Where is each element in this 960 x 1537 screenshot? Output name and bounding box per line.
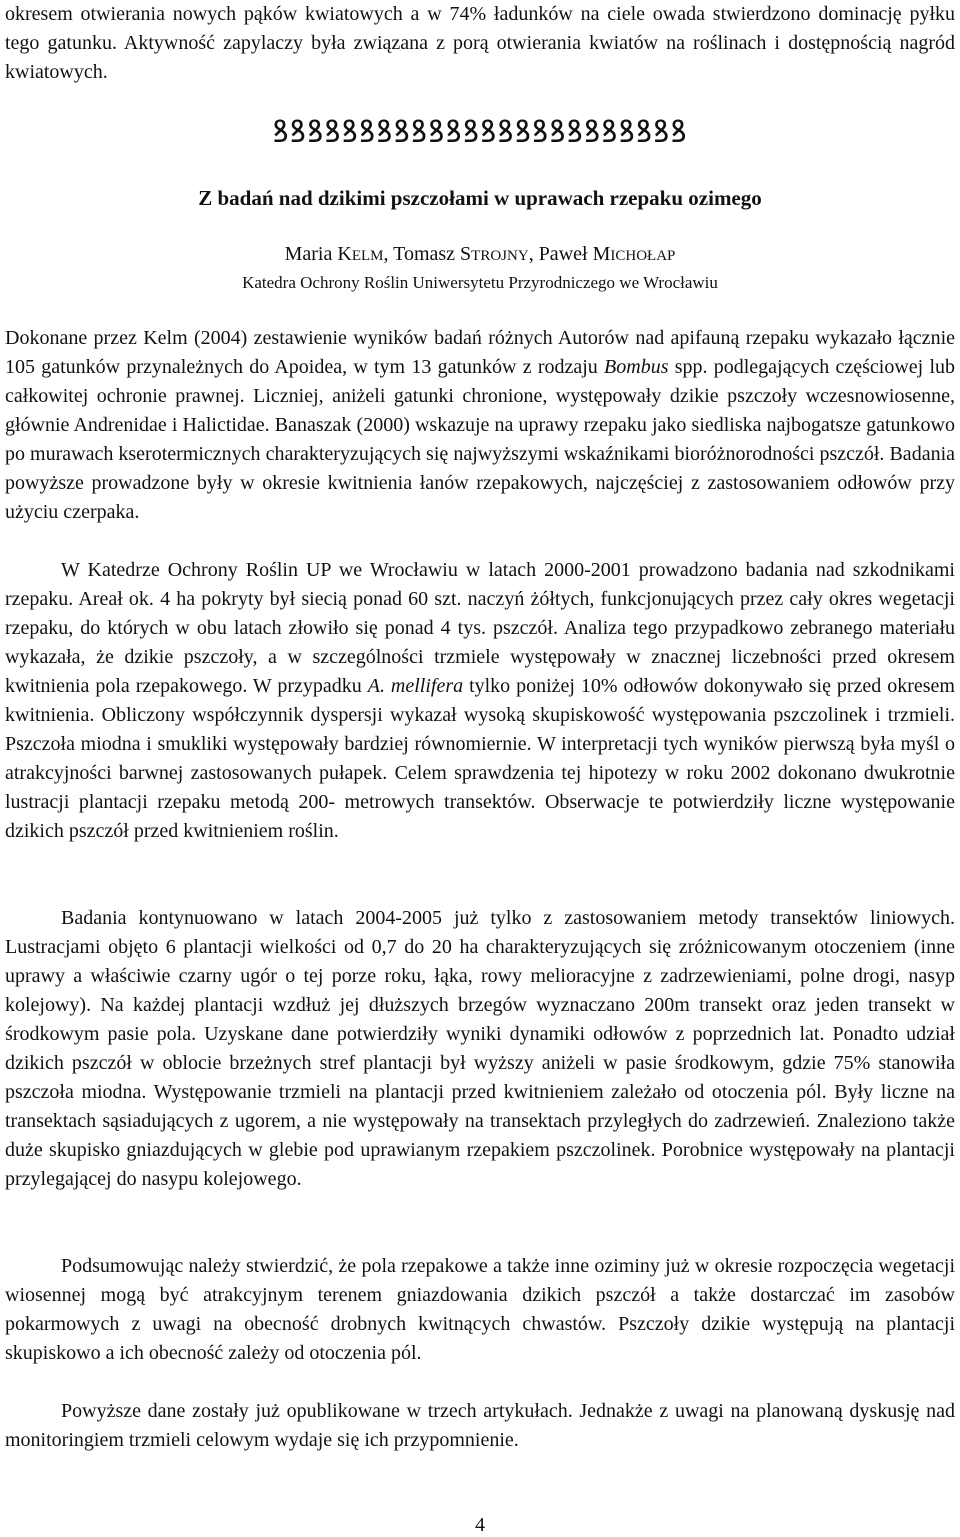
author-last-initial: K	[337, 243, 352, 265]
author-first-name: Maria	[284, 243, 338, 265]
paragraph-4: Podsumowując należy stwierdzić, że pola rzepakowe a także inne oziminy już w okresie rozpoczęcia wegetacji wiosennej mogą być atrakcyjnym terenem gniazdowania dzikich pszczół a także dostarczać im zasobów pokarmowych z uwagi na obecność drobnych kwitnących chwastów. Pszczoły dzikie występują na plantacji skupiskowo a ich obecność zależy od otoczenia pól.	[5, 1255, 955, 1364]
author-last-initial: M	[592, 243, 611, 265]
article-title: Z badań nad dzikimi pszczołami w uprawach rzepaku ozimego	[198, 186, 762, 210]
author-last-rest: TROJNY	[471, 248, 529, 264]
paragraph-2	[5, 556, 955, 846]
author-first-name: Tomasz	[393, 243, 461, 265]
affiliation: Katedra Ochrony Roślin Uniwersytetu Przyrodniczego we Wrocławiu	[242, 273, 718, 292]
author-separator: ,	[383, 243, 394, 265]
paragraph-3: Badania kontynuowano w latach 2004-2005 już tylko z zastosowaniem metody transektów liniowych. Lustracjami objęto 6 plantacji wielkości od 0,7 do 20 ha charakteryzujących się zróżnicowanym otoczeniem (inne uprawy a właściwie czarny ugór o tej porze roku, łąka, rowy melioracyjne z zadrzewieniami, polne drogi, nasyp kolejowy). Na każdej plantacji wzdłuż jej dłuższych brzegów wyznaczano 200m transekt oraz jeden transekt w środkowym pasie pola. Uzyskane dane potwierdziły wyniki dynamiki odłowów z poprzednich lat. Ponadto udział dzikich pszczół w oblocie brzeżnych stref plantacji był wyższy aniżeli w pasie środkowym, gdzie 75% stanowiła pszczoła miodna. Występowanie trzmieli na plantacji przed kwitnieniem zależało od otoczenia pól. Były liczne na transektach sąsiadujących z ugorem, a nie występowały na transektach przyległych do zadrzewień. Znaleziono także duże skupisko gniazdujących w glebie pod uprawianym rzepakiem pszczolinek. Porobnice występowały na plantacji przylegającej do nasypu kolejowego.	[5, 907, 955, 1190]
genus-name: Bombus	[604, 356, 669, 378]
author-separator: ,	[528, 243, 539, 265]
paragraph-1-text-b: spp. podlegających częściowej lub całkowitej ochronie prawnej. Liczniej, aniżeli gatunki chronione, występowały dzikie pszczoły wczesnowiosenne, głównie Andrenidae i Halictidae. Banaszak (2000) wskazuje na uprawy rzepaku jako siedliska najbogatsze gatunkowo po murawach kserotermicznych charakteryzujących się najwyższymi wskaźnikami bioróżnorodności pszczół. Badania powyższe prowadzone były w okresie kwitnienia łanów rzepakowych, najczęściej z zastosowaniem odłowów przy użyciu czerpaka.	[5, 356, 955, 523]
paragraph-2-text-b: tylko poniżej 10% odłowów dokonywało się przed okresem kwitnienia. Obliczony współczynnik dyspersji wykazał wysoką skupiskowość występowania pszczolinek i trzmieli. Pszczoła miodna i smukliki występowały bardziej równomiernie. W interpretacji tych wyników pierwszą była myśl o atrakcyjności barwnej zastosowanych pułapek. Celem sprawdzenia tej hipotezy w roku 2002 dokonano dwukrotnie lustracji plantacji rzepaku metodą 200- metrowych transektów. Obserwacje te potwierdziły liczne występowanie dzikich pszczół przed kwitnieniem roślin.	[5, 675, 955, 842]
author-last-rest: ELM	[351, 248, 384, 264]
paragraph-5: Powyższe dane zostały już opublikowane w trzech artykułach. Jednakże z uwagi na planowaną dyskusję nad monitoringiem trzmieli celowym wydaje się ich przypomnienie.	[5, 1400, 955, 1451]
intro-paragraph: okresem otwierania nowych pąków kwiatowych a w 74% ładunków na ciele owada stwierdzono dominację pyłku tego gatunku. Aktywność zapylaczy była związana z porą otwierania kwiatów na roślinach i dostępnością nagród kwiatowych.	[5, 3, 955, 83]
paragraph-1	[5, 324, 955, 527]
decorative-ornament-divider: ꝸꝸꝸꝸꝸꝸꝸꝸꝸꝸꝸꝸꝸꝸꝸꝸꝸꝸꝸꝸꝸꝸꝸꝸ	[272, 114, 688, 150]
author-last-initial: S	[460, 243, 472, 265]
species-name: A. mellifera	[367, 675, 464, 697]
paragraph-2-text-a: W Katedrze Ochrony Roślin UP we Wrocławiu w latach 2000-2001 prowadzono badania nad szkodnikami rzepaku. Areał ok. 4 ha pokryty był siecią ponad 60 szt. naczyń żółtych, funkcjonujących przez cały okres wegetacji rzepaku, do których w obu latach złowiło się ponad 4 tys. pszczół. Analiza tego przypadkowo zebranego materiału wykazała, że dzikie pszczoły, a w szczególności trzmiele występowały w znacznej liczebności przed okresem kwitnienia pola rzepakowego. W przypadku	[5, 559, 955, 697]
page-number: 4	[475, 1514, 485, 1536]
author-list	[0, 240, 960, 270]
paragraph-1-text-a: Dokonane przez Kelm (2004) zestawienie wyników badań różnych Autorów nad apifauną rzepaku wykazało łącznie 105 gatunków przynależnych do Apoidea, w tym 13 gatunków z rodzaju	[5, 327, 955, 378]
author-first-name: Paweł	[538, 243, 593, 265]
author-last-rest: ICHOŁAP	[610, 248, 676, 264]
